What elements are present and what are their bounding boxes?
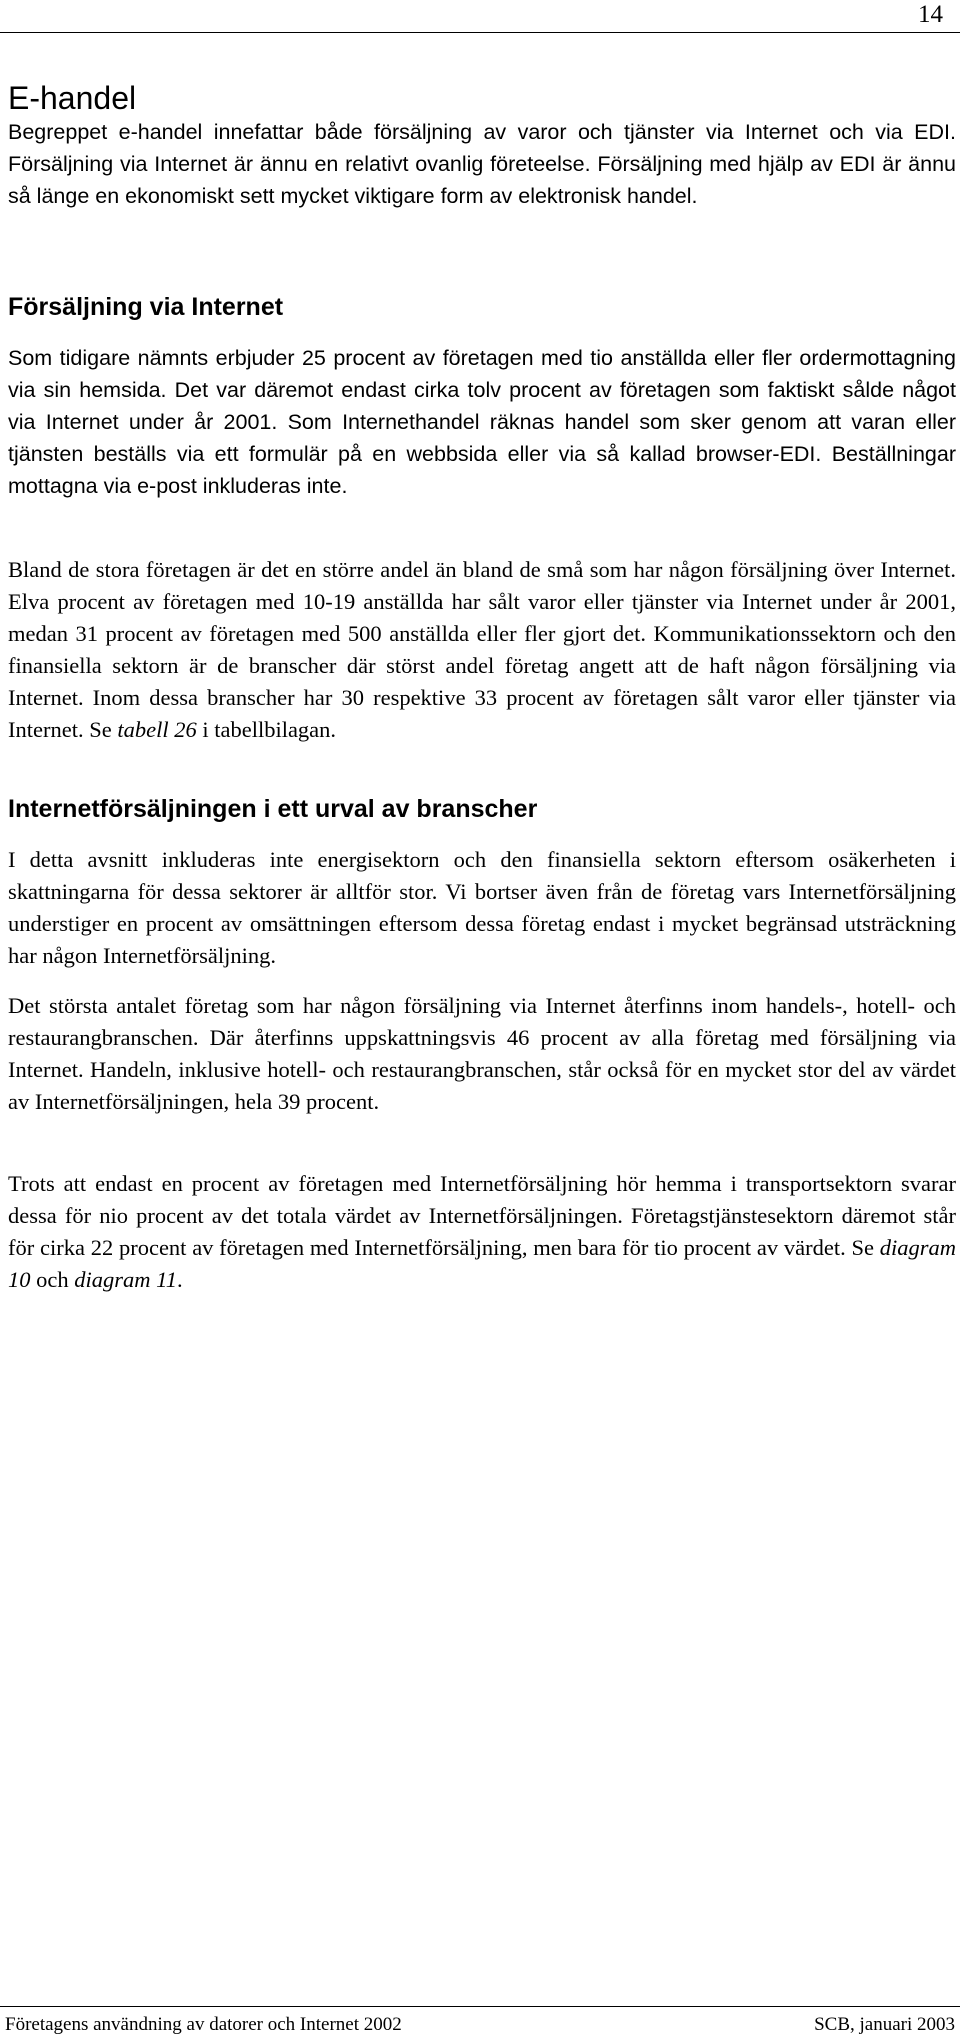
section-heading-selected-industries: Internetförsäljningen i ett urval av branscher [8, 795, 538, 823]
conjunction-text: och [30, 1267, 75, 1292]
section-heading-internet-sales: Försäljning via Internet [8, 293, 284, 321]
diagram-reference-10: diagram 10 [8, 1235, 956, 1292]
header-rule [0, 32, 960, 33]
intro-paragraph: Begreppet e-handel innefattar både försäljning av varor och tjänster via Internet och via EDI. Försäljning via Internet är ännu en relativt ovanlig företeelse. Försäljning med hjälp av EDI är ännu så länge en ekonomiskt sett mycket viktigare form av elektronisk handel. [8, 120, 956, 208]
page-title: E-handel [8, 80, 137, 116]
paragraph-industries-3 [8, 1168, 956, 1296]
paragraph-text-end: i tabellbilagan. [196, 717, 337, 742]
paragraph-industries-1: I detta avsnitt inkluderas inte energisektorn och den finansiella sektorn eftersom osäkerheten i skattningarna för dessa sektorer är alltför stor. Vi bortser även från de företag vars Internetförsäljning understiger en procent av omsättningen eftersom dessa företag endast i mycket begränsad utsträckning har någon Internetförsäljning. [8, 847, 956, 968]
footer-publisher-date: SCB, januari 2003 [814, 2014, 955, 2035]
paragraph-text-end: . [176, 1267, 183, 1292]
paragraph-text: Trots att endast en procent av företagen med Internetförsäljning hör hemma i transportsektorn svarar dessa för nio procent av det totala värdet av Internetförsäljningen. Företagstjänstesektorn däremot står för cirka 22 procent av företagen med Internetförsäljning, men bara för tio procent av värdet. Se [8, 1171, 956, 1260]
table-reference: tabell 26 [117, 717, 197, 742]
diagram-reference-11: diagram 11 [74, 1267, 177, 1292]
paragraph-internet-sales-1: Som tidigare nämnts erbjuder 25 procent av företagen med tio anställda eller fler ordermottagning via sin hemsida. Det var däremot endast cirka tolv procent av företagen som faktiskt sålde något via Internet under år 2001. Som Internethandel räknas handel som sker genom att varan eller tjänsten beställs via ett formulär på en webbsida eller via så kallad browser-EDI. Beställningar mottagna via e-post inkluderas inte. [8, 346, 956, 498]
paragraph-text: Bland de stora företagen är det en större andel än bland de små som har någon försäljning över Internet. Elva procent av företagen med 10-19 anställda har sålt varor eller tjänster via Internet under år 2001, medan 31 procent av företagen med 500 anställda eller fler gjort det. Kommunikationssektorn och den finansiella sektorn är de branscher där störst andel företag angett att de haft någon försäljning via Internet. Inom dessa branscher har 30 respektive 33 procent av företagen sålt varor eller tjänster via Internet. Se [8, 557, 956, 742]
footer-rule [0, 2006, 960, 2007]
paragraph-industries-2: Det största antalet företag som har någon försäljning via Internet återfinns inom handels-, hotell- och restaurangbranschen. Där återfinns uppskattningsvis 46 procent av alla företag med försäljning via Internet. Handeln, inklusive hotell- och restaurangbranschen, står också för en mycket stor del av värdet av Internetförsäljningen, hela 39 procent. [8, 993, 956, 1114]
footer-publication-title: Företagens användning av datorer och Internet 2002 [5, 2014, 402, 2035]
page-number: 14 [918, 1, 943, 28]
paragraph-internet-sales-2 [8, 554, 956, 746]
